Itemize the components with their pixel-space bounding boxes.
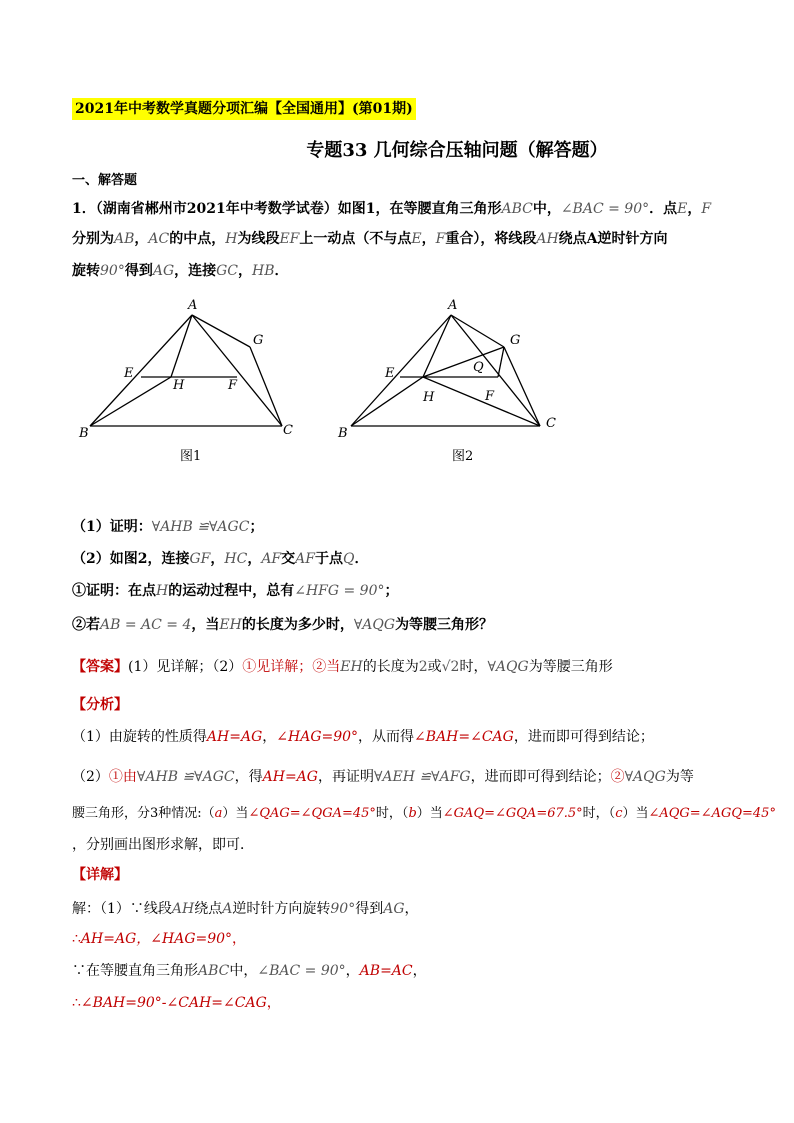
text: 得到 — [355, 901, 384, 917]
text: ， — [266, 995, 281, 1011]
text: ． — [274, 263, 289, 279]
page-title: 专题33 几何综合压轴问题（解答题） — [306, 140, 608, 161]
label-f: F — [228, 378, 238, 393]
segment-hb — [351, 377, 423, 426]
segment-ab — [351, 315, 451, 426]
text: 于点 — [314, 551, 343, 567]
math: ∠BAC = 90° — [257, 963, 346, 979]
math: ∀AEH ≌∀AFG — [373, 769, 471, 785]
text: ①见详解； — [242, 659, 313, 675]
question-1 — [72, 516, 263, 536]
text: ，当 — [191, 617, 220, 633]
math: EH — [340, 659, 363, 675]
math: ∠BAH=90°-∠CAH=∠CAG — [80, 995, 267, 1011]
math: 90° — [330, 901, 356, 917]
text: ∴ — [72, 995, 81, 1011]
answer-line — [72, 656, 613, 676]
math: F — [435, 231, 446, 247]
text: （1）证明： — [72, 519, 152, 535]
detail-tag — [72, 864, 128, 884]
text: （1）由旋转的性质得 — [72, 729, 207, 745]
text: 为等腰三角形？ — [395, 617, 494, 633]
text: 分别为 — [72, 231, 114, 247]
math: AF — [261, 551, 282, 567]
segment-gf — [498, 347, 504, 377]
text: 为线段 — [237, 231, 280, 247]
text: ， — [687, 201, 702, 217]
math: H — [225, 231, 238, 247]
text: ， — [421, 231, 436, 247]
math: HB — [252, 263, 275, 279]
analysis-line-1 — [72, 726, 654, 746]
math: ∠HFG = 90° — [294, 583, 385, 599]
text: 上一动点（不与点 — [299, 231, 412, 247]
math: A — [222, 901, 233, 917]
label-f: F — [485, 389, 495, 404]
math: AH — [536, 231, 559, 247]
question-2-2 — [72, 614, 493, 634]
segment-ah — [171, 315, 192, 377]
text: ； — [384, 583, 399, 599]
segment-ab — [90, 315, 192, 426]
text: ，从而得 — [358, 729, 415, 745]
text: 腰三角形，分3种情况:（ — [72, 806, 215, 821]
figure-2 — [328, 290, 578, 470]
caption-fig1: 图1 — [180, 449, 202, 464]
label-g: G — [510, 333, 521, 348]
math: GC — [216, 263, 239, 279]
math: AG — [383, 901, 405, 917]
math: AB = AC = 4 — [100, 617, 192, 633]
math: ∀AQG — [353, 617, 396, 633]
text: ，进而即可得到结论； — [470, 769, 611, 785]
text: (1）见详解；（2） — [128, 659, 243, 675]
math: GF — [189, 551, 211, 567]
math: ∀AHB ≌∀AGC — [136, 769, 235, 785]
text: 的运动过程中，总有 — [168, 583, 295, 599]
label-a: A — [448, 298, 458, 313]
segment-ac — [451, 315, 540, 426]
detail-line-4 — [72, 992, 281, 1012]
label-b: B — [338, 426, 348, 441]
math: AH=AG — [206, 729, 263, 745]
detail-line-2 — [72, 928, 246, 948]
text: ②当 — [312, 659, 341, 675]
answer-tag: 【答案】 — [72, 659, 128, 675]
math: AF — [295, 551, 315, 567]
segment-gc — [504, 347, 540, 426]
math: Q — [342, 551, 355, 567]
text: ）当 — [222, 806, 249, 821]
math: c — [615, 806, 623, 821]
text: ①由 — [108, 769, 137, 785]
math: EF — [279, 231, 300, 247]
math: EH — [219, 617, 242, 633]
text: ．点 — [649, 201, 678, 217]
math: ∠HAG=90° — [276, 729, 359, 745]
problem-line-2 — [72, 228, 668, 248]
segment-ag — [192, 315, 250, 347]
label-a: A — [188, 298, 198, 313]
text: ， — [262, 729, 277, 745]
math: ∠QAG=∠QGA=45° — [248, 806, 376, 821]
text: ，得 — [234, 769, 263, 785]
text: 时，（ — [582, 806, 616, 821]
math: ∀AHB ≌∀AGC — [151, 519, 250, 535]
text: ）当 — [416, 806, 443, 821]
text: 中， — [229, 963, 258, 979]
problem-line-3 — [72, 260, 289, 280]
detail-line-1 — [72, 898, 419, 918]
math: AH=AG — [262, 769, 318, 785]
text: 为等 — [665, 769, 694, 785]
text: 旋转 — [72, 263, 100, 279]
text: 的长度为多少时， — [241, 617, 354, 633]
math: AH — [171, 901, 195, 917]
text: （2） — [72, 769, 109, 785]
text: 或 — [427, 659, 442, 675]
label-g: G — [253, 333, 264, 348]
figure-1 — [70, 290, 310, 470]
math: E — [677, 201, 688, 217]
segment-hb — [90, 377, 171, 426]
text: ）当 — [622, 806, 649, 821]
tag: 【分析】 — [72, 697, 128, 713]
label-e: E — [385, 366, 395, 381]
text: ，连接 — [174, 263, 217, 279]
text: ， — [345, 963, 360, 979]
math: AB — [114, 231, 135, 247]
label-q: Q — [473, 360, 484, 375]
math: a — [214, 806, 223, 821]
math: ∠BAH=∠CAG — [414, 729, 514, 745]
label-b: B — [79, 426, 89, 441]
math: 90° — [100, 263, 125, 279]
text: 为等腰三角形 — [528, 659, 613, 675]
text: ， — [404, 901, 419, 917]
caption-fig2: 图2 — [452, 449, 474, 464]
text: 得到 — [124, 263, 153, 279]
math: AH=AG，∠HAG=90° — [80, 931, 233, 947]
text: 时， — [459, 659, 488, 675]
segment-hc — [423, 377, 540, 426]
text: ， — [210, 551, 225, 567]
label-c: C — [546, 416, 556, 431]
tag: 【详解】 — [72, 867, 128, 883]
text: 1．（湖南省郴州市2021年中考数学试卷）如图1，在等腰直角三角形 — [72, 201, 502, 217]
math: F — [701, 201, 712, 217]
math: H — [156, 583, 169, 599]
math: 2 — [418, 659, 428, 675]
math: ∠BAC = 90° — [560, 201, 650, 217]
text: 中， — [532, 201, 561, 217]
math: AG — [152, 263, 175, 279]
label-h: H — [423, 390, 435, 405]
math: b — [408, 806, 417, 821]
text: 绕点 — [194, 901, 223, 917]
math: AC — [148, 231, 170, 247]
segment-ag — [451, 315, 504, 347]
analysis-line-3 — [72, 802, 776, 821]
label-h: H — [173, 378, 185, 393]
label-e: E — [124, 366, 134, 381]
text: ； — [249, 519, 264, 535]
text: ② — [610, 769, 625, 785]
text: ∵在等腰直角三角形 — [72, 963, 198, 979]
math: ∠AQG=∠AGQ=45° — [648, 806, 776, 821]
problem-line-1 — [72, 198, 711, 218]
math: HC — [224, 551, 248, 567]
analysis-line-2 — [72, 766, 694, 786]
text: 重合），将线段 — [445, 231, 537, 247]
math: ABC — [501, 201, 533, 217]
analysis-line-4 — [72, 834, 254, 854]
question-2 — [72, 548, 368, 568]
math: ∀AQG — [624, 769, 666, 785]
text: 交 — [281, 551, 296, 567]
math: AB=AC — [359, 963, 413, 979]
section-heading: 一、解答题 — [72, 173, 138, 188]
text: 解：（1）∵线段 — [72, 901, 172, 917]
math: ABC — [198, 963, 230, 979]
text: ，分别画出图形求解，即可． — [72, 837, 254, 853]
text: 的中点， — [169, 231, 226, 247]
segment-gc — [250, 347, 282, 426]
question-2-1 — [72, 580, 399, 600]
segment-ac — [192, 315, 282, 426]
text: ， — [134, 231, 149, 247]
text: ②若 — [72, 617, 100, 633]
text: ∴ — [72, 931, 81, 947]
text: 绕点A逆时针方向 — [558, 231, 668, 247]
text: （2）如图2，连接 — [72, 551, 190, 567]
math: √2 — [441, 659, 460, 675]
text: 时，（ — [375, 806, 409, 821]
analysis-tag — [72, 694, 128, 714]
series-banner: 2021年中考数学真题分项汇编【全国通用】(第01期) — [72, 98, 416, 120]
text: 的长度为 — [362, 659, 419, 675]
label-c: C — [283, 423, 293, 438]
detail-line-3 — [72, 960, 427, 980]
text: ， — [412, 963, 427, 979]
text: ， — [247, 551, 262, 567]
text: ①证明：在点 — [72, 583, 156, 599]
math: ∀AQG — [487, 659, 529, 675]
text: ． — [354, 551, 369, 567]
text: ， — [238, 263, 253, 279]
math: E — [411, 231, 422, 247]
text: ，再证明 — [317, 769, 374, 785]
math: ∠GAQ=∠GQA=67.5° — [442, 806, 583, 821]
text: ， — [232, 931, 247, 947]
text: 逆时针方向旋转 — [232, 901, 331, 917]
text: ，进而即可得到结论； — [513, 729, 654, 745]
